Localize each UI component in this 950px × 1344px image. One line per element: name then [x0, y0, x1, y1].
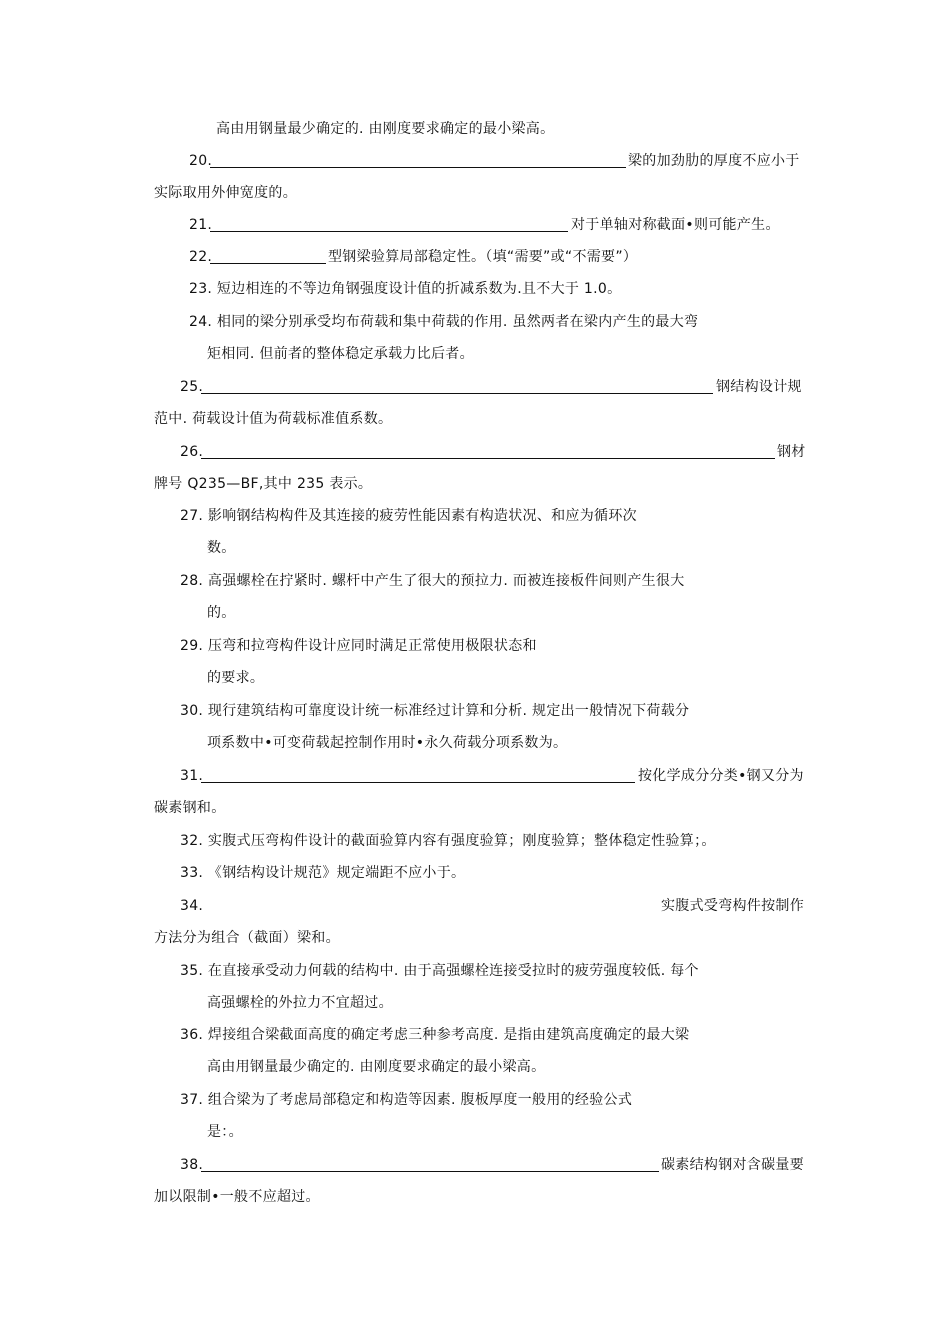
- question-number: 20.: [189, 153, 213, 169]
- question-number: 22.: [189, 249, 213, 265]
- text-line: 27. 影响钢结构构件及其连接的疲劳性能因素有构造状况、和应为循环次: [180, 508, 637, 524]
- text-line: 实际取用外伸宽度的。: [154, 185, 297, 201]
- text-line: 牌号 Q235—BF,其中 235 表示。: [154, 476, 373, 492]
- text-line: 33. 《钢结构设计规范》规定端距不应小于。: [180, 865, 466, 881]
- answer-blank: [210, 167, 626, 168]
- text-line: 型钢梁验算局部稳定性。（填“需要”或“不需要”）: [328, 249, 638, 265]
- question-number: 25.: [180, 379, 204, 395]
- text-line: 高强螺栓的外拉力不宜超过。: [207, 995, 393, 1011]
- question-number: 21.: [189, 217, 213, 233]
- text-line: 梁的加劲肋的厚度不应小于: [628, 153, 800, 169]
- text-line: 数。: [207, 540, 236, 556]
- text-line: 高由用钢量最少确定的. 由刚度要求确定的最小梁高。: [216, 121, 555, 137]
- text-line: 碳素钢和。: [154, 800, 226, 816]
- question-number: 38.: [180, 1157, 204, 1173]
- text-line: 加以限制•一般不应超过。: [154, 1189, 320, 1205]
- text-line: 的。: [207, 605, 236, 621]
- text-line: 的要求。: [207, 670, 265, 686]
- text-line: 28. 高强螺栓在拧紧时. 螺杆中产生了很大的预拉力. 而被连接板件间则产生很大: [180, 573, 685, 589]
- text-line: 23. 短边相连的不等边角钢强度设计值的折减系数为.且不大于 1.0。: [189, 281, 622, 297]
- answer-blank: [201, 1171, 659, 1172]
- text-line: 37. 组合梁为了考虑局部稳定和构造等因素. 腹板厚度一般用的经验公式: [180, 1092, 633, 1108]
- answer-blank: [201, 458, 775, 459]
- text-line: 碳素结构钢对含碳量要: [661, 1157, 804, 1173]
- question-number: 31.: [180, 768, 204, 784]
- text-line: 范中. 荷载设计值为荷载标准值系数。: [154, 411, 393, 427]
- text-line: 钢材: [777, 444, 806, 460]
- answer-blank: [210, 263, 326, 264]
- answer-blank: [210, 231, 568, 232]
- text-line: 钢结构设计规: [716, 379, 802, 395]
- question-number: 34.: [180, 898, 204, 914]
- question-number: 26.: [180, 444, 204, 460]
- text-line: 24. 相同的梁分别承受均布荷载和集中荷载的作用. 虽然两者在梁内产生的最大弯: [189, 314, 699, 330]
- text-line: 矩相同. 但前者的整体稳定承载力比后者。: [207, 346, 474, 362]
- text-line: 方法分为组合（截面）梁和。: [154, 930, 340, 946]
- text-line: 35. 在直接承受动力何载的结构中. 由于高强螺栓连接受拉时的疲劳强度较低. 每个: [180, 963, 699, 979]
- answer-blank: [201, 782, 635, 783]
- text-line: 36. 焊接组合梁截面高度的确定考虑三种参考高度. 是指由建筑高度确定的最大梁: [180, 1027, 690, 1043]
- text-line: 是：。: [207, 1124, 243, 1140]
- text-line: 按化学成分分类•钢又分为: [638, 768, 804, 784]
- text-line: 32. 实腹式压弯构件设计的截面验算内容有强度验算；刚度验算；整体稳定性验算；。: [180, 833, 716, 849]
- text-line: 实腹式受弯构件按制作: [661, 898, 804, 914]
- text-line: 项系数中•可变荷载起控制作用时•永久荷载分项系数为。: [207, 735, 568, 751]
- answer-blank: [201, 393, 713, 394]
- text-line: 对于单轴对称截面•则可能产生。: [571, 217, 780, 233]
- text-line: 高由用钢量最少确定的. 由刚度要求确定的最小梁高。: [207, 1059, 546, 1075]
- text-line: 30. 现行建筑结构可靠度设计统一标准经过计算和分析. 规定出一般情况下荷载分: [180, 703, 690, 719]
- text-line: 29. 压弯和拉弯构件设计应同时满足正常使用极限状态和: [180, 638, 537, 654]
